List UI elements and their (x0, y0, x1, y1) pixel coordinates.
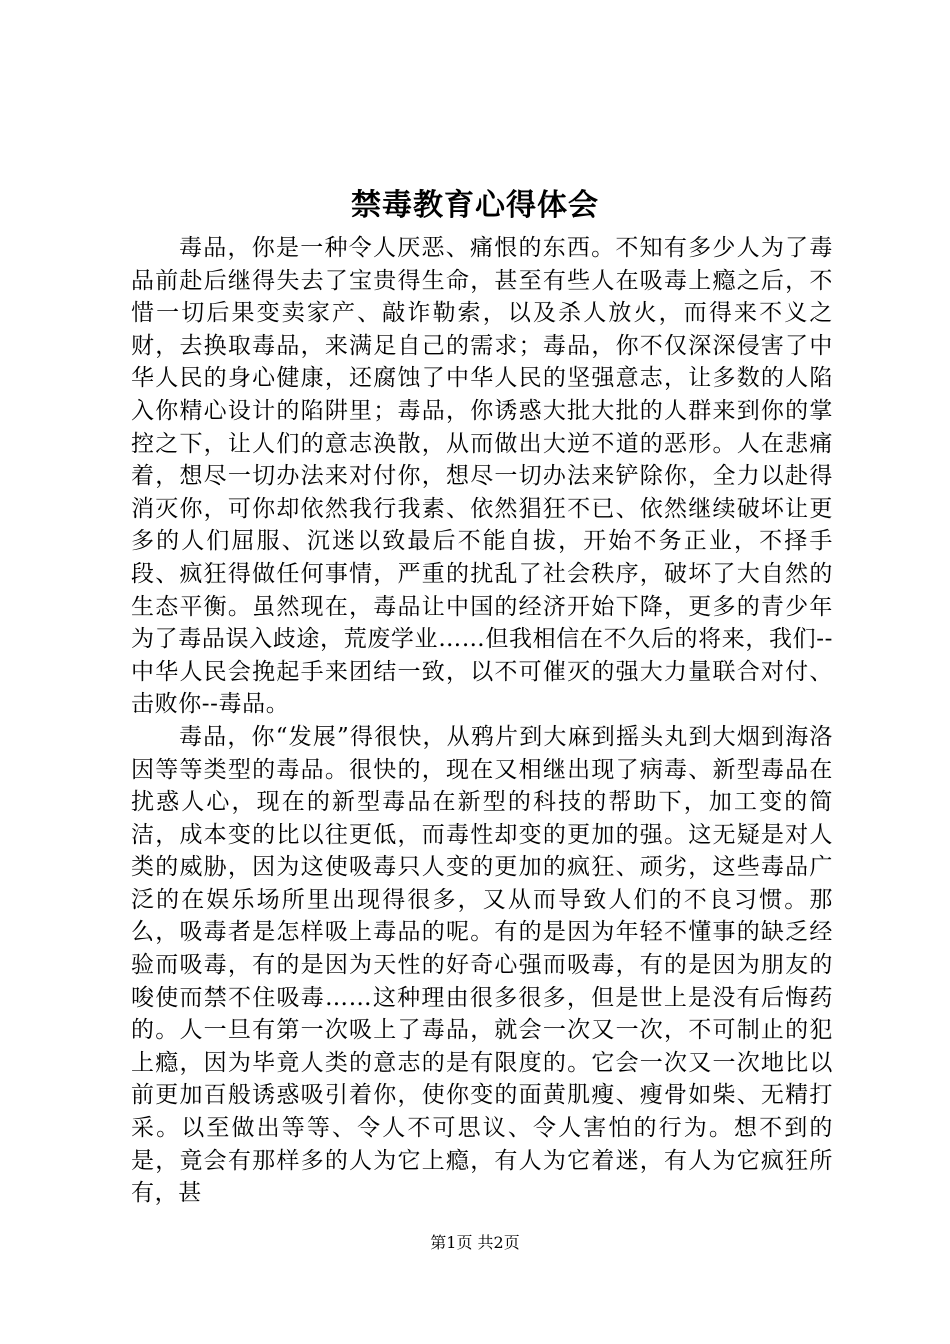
document-title: 禁毒教育心得体会 (351, 188, 599, 223)
document-body (131, 232, 833, 1210)
page-number-footer: 第1页 共2页 (430, 1233, 520, 1252)
paragraph-2: 毒品，你“发展”得很快，从鸦片到大麻到摇头丸到大烟到海洛因等等类型的毒品。很快的，现在又相继出现了病毒、新型毒品在扰惑人心，现在的新型毒品在新型的科技的帮助下，加工变的简洁，成本变的比以往更低，而毒性却变的更加的强。这无疑是对人类的威胁，因为这使吸毒只人变的更加的疯狂、顽劣，这些毒品广泛的在娱乐场所里出现得很多，又从而导致人们的不良习惯。那么，吸毒者是怎样吸上毒品的呢。有的是因为年轻不懂事的缺乏经验而吸毒，有的是因为天性的好奇心强而吸毒，有的是因为朋友的唆使而禁不住吸毒……这种理由很多很多，但是世上是没有后悔药的。人一旦有第一次吸上了毒品，就会一次又一次，不可制止的犯上瘾，因为毕竟人类的意志的是有限度的。它会一次又一次地比以前更加百般诱惑吸引着你，使你变的面黄肌瘦、瘦骨如柴、无精打采。以至做出等等、令人不可思议、令人害怕的行为。想不到的是，竟会有那样多的人为它上瘾，有人为它着迷，有人为它疯狂所有，甚 (131, 723, 833, 1207)
paragraph-1: 毒品，你是一种令人厌恶、痛恨的东西。不知有多少人为了毒品前赴后继得失去了宝贵得生命，甚至有些人在吸毒上瘾之后，不惜一切后果变卖家产、敲诈勒索，以及杀人放火，而得来不义之财，去换取毒品，来满足自己的需求；毒品，你不仅深深侵害了中华人民的身心健康，还腐蚀了中华人民的坚强意志，让多数的人陷入你精心设计的陷阱里；毒品，你诱惑大批大批的人群来到你的掌控之下，让人们的意志涣散，从而做出大逆不道的恶形。人在悲痛着，想尽一切办法来对付你，想尽一切办法来铲除你，全力以赴得消灭你，可你却依然我行我素、依然猖狂不已、依然继续破坏让更多的人们屈服、沉迷以致最后不能自拔，开始不务正业，不择手段、疯狂得做任何事情，严重的扰乱了社会秩序，破坏了大自然的生态平衡。虽然现在，毒品让中国的经济开始下降，更多的青少年为了毒品误入歧途，荒废学业……但我相信在不久后的将来，我们--中华人民会挽起手来团结一致，以不可催灭的强大力量联合对付、击败你--毒品。 (131, 235, 833, 718)
